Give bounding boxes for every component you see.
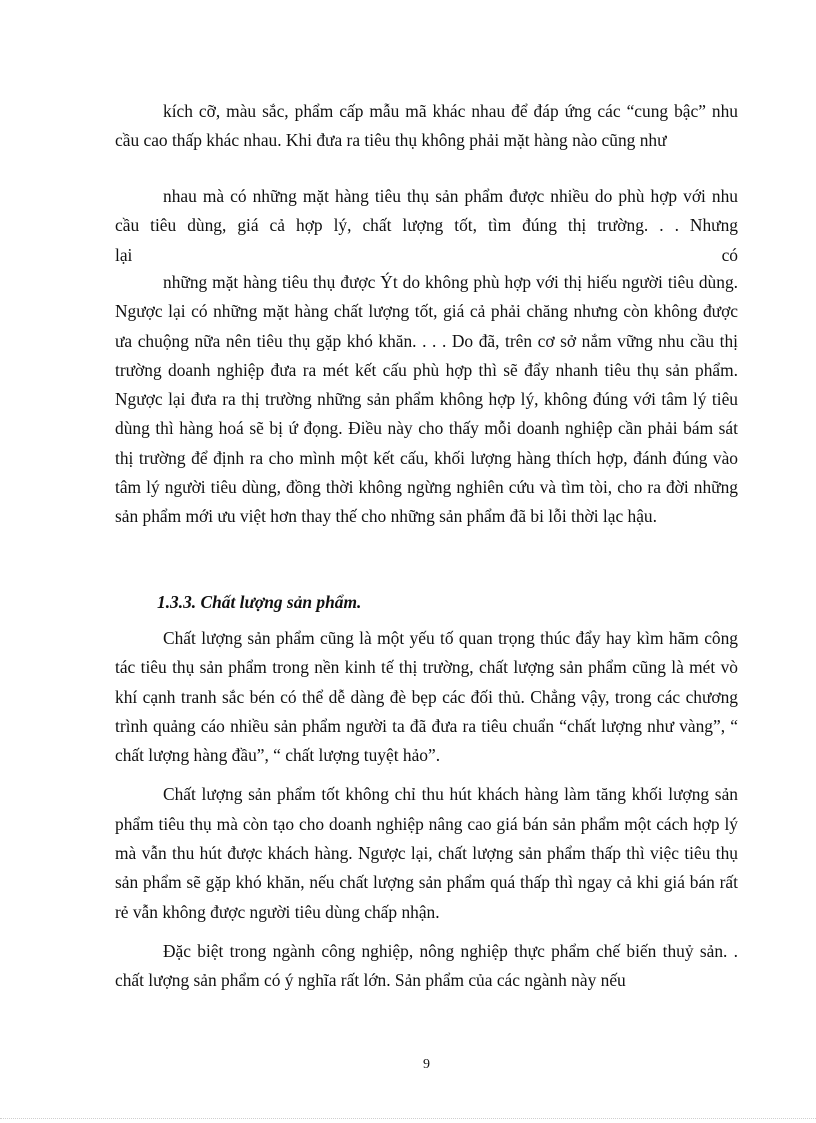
paragraph-6: Đặc biệt trong ngành công nghiệp, nông nghiệp thực phẩm chế biến thuỷ sản. . chất lượng sản phẩm có ý nghĩa rất lớn. Sản phẩm của các ngành này nếu [115, 940, 738, 991]
footer-divider [0, 1118, 816, 1119]
section-heading: 1.3.3. Chất lượng sản phẩm. [157, 592, 362, 612]
paragraph-3: những mặt hàng tiêu thụ được Ýt do không phù hợp với thị hiếu người tiêu dùng. Ngược lại có những mặt hàng chất lượng tốt, giá cả phải chăng nhưng còn không được ưa chuộng nữa nên tiêu thụ gặp khó khăn. . . . Do đã, trên cơ sở nắm vững nhu cầu thị trường doanh nghiệp đưa ra mét kết cấu phù hợp thì sẽ đẩy nhanh tiêu thụ sản phẩm. Ngược lại đưa ra thị trường những sản phẩm không hợp lý, không đúng với tâm lý tiêu dùng thì hàng hoá sẽ bị ứ đọng. Điều này cho thấy mỗi doanh nghiệp cần phải bám sát thị trường để định ra cho mình một kết cấu, khối lượng hàng thích hợp, đánh đúng vào tâm lý người tiêu dùng, đồng thời không ngừng nghiên cứu và tìm tòi, cho ra đời những sản phẩm mới ưu việt hơn thay thế cho những sản phẩm đã bi lỗi thời lạc hậu. [115, 272, 738, 527]
paragraph-4: Chất lượng sản phẩm cũng là một yếu tố quan trọng thúc đẩy hay kìm hãm công tác tiêu thụ sản phẩm trong nền kinh tế thị trường, chất lượng sản phẩm cũng là mét vò khí cạnh tranh sắc bén có thể dễ dàng đè bẹp các đối thủ. Chẳng vậy, trong các chương trình quảng cáo nhiều sản phẩm người ta đã đưa ra tiêu chuẩn “chất lượng như vàng”, “ chất lượng hàng đầu”, “ chất lượng tuyệt hảo”. [115, 628, 738, 766]
paragraph-2: nhau mà có những mặt hàng tiêu thụ sản phẩm được nhiều do phù hợp với nhu cầu tiêu dùng, giá cả hợp lý, chất lượng tốt, tìm đúng thị trường. . . Nhưng [115, 186, 738, 236]
page-number: 9 [423, 1057, 430, 1072]
paragraph-1: kích cỡ, màu sắc, phẩm cấp mẫu mã khác nhau để đáp ứng các “cung bậc” nhu cầu cao thấp khác nhau. Khi đưa ra tiêu thụ không phải mặt hàng nào cũng như [115, 101, 738, 151]
paragraph-2-tail: lại có [115, 244, 738, 265]
text-block-1 [115, 97, 738, 156]
paragraph-5: Chất lượng sản phẩm tốt không chỉ thu hút khách hàng làm tăng khối lượng sản phẩm tiêu thụ mà còn tạo cho doanh nghiệp nâng cao giá bán sản phẩm một cách hợp lý mà vẫn thu hút được khách hàng. Ngược lại, chất lượng sản phẩm thấp thì việc tiêu thụ sản phẩm sẽ gặp khó khăn, nếu chất lượng sản phẩm quá thấp thì ngay cả khi giá bán rất rẻ vẫn không được người tiêu dùng chấp nhận. [115, 784, 738, 922]
text-block-2 [115, 182, 738, 270]
text-block-4 [115, 624, 738, 996]
text-block-3 [115, 268, 738, 532]
